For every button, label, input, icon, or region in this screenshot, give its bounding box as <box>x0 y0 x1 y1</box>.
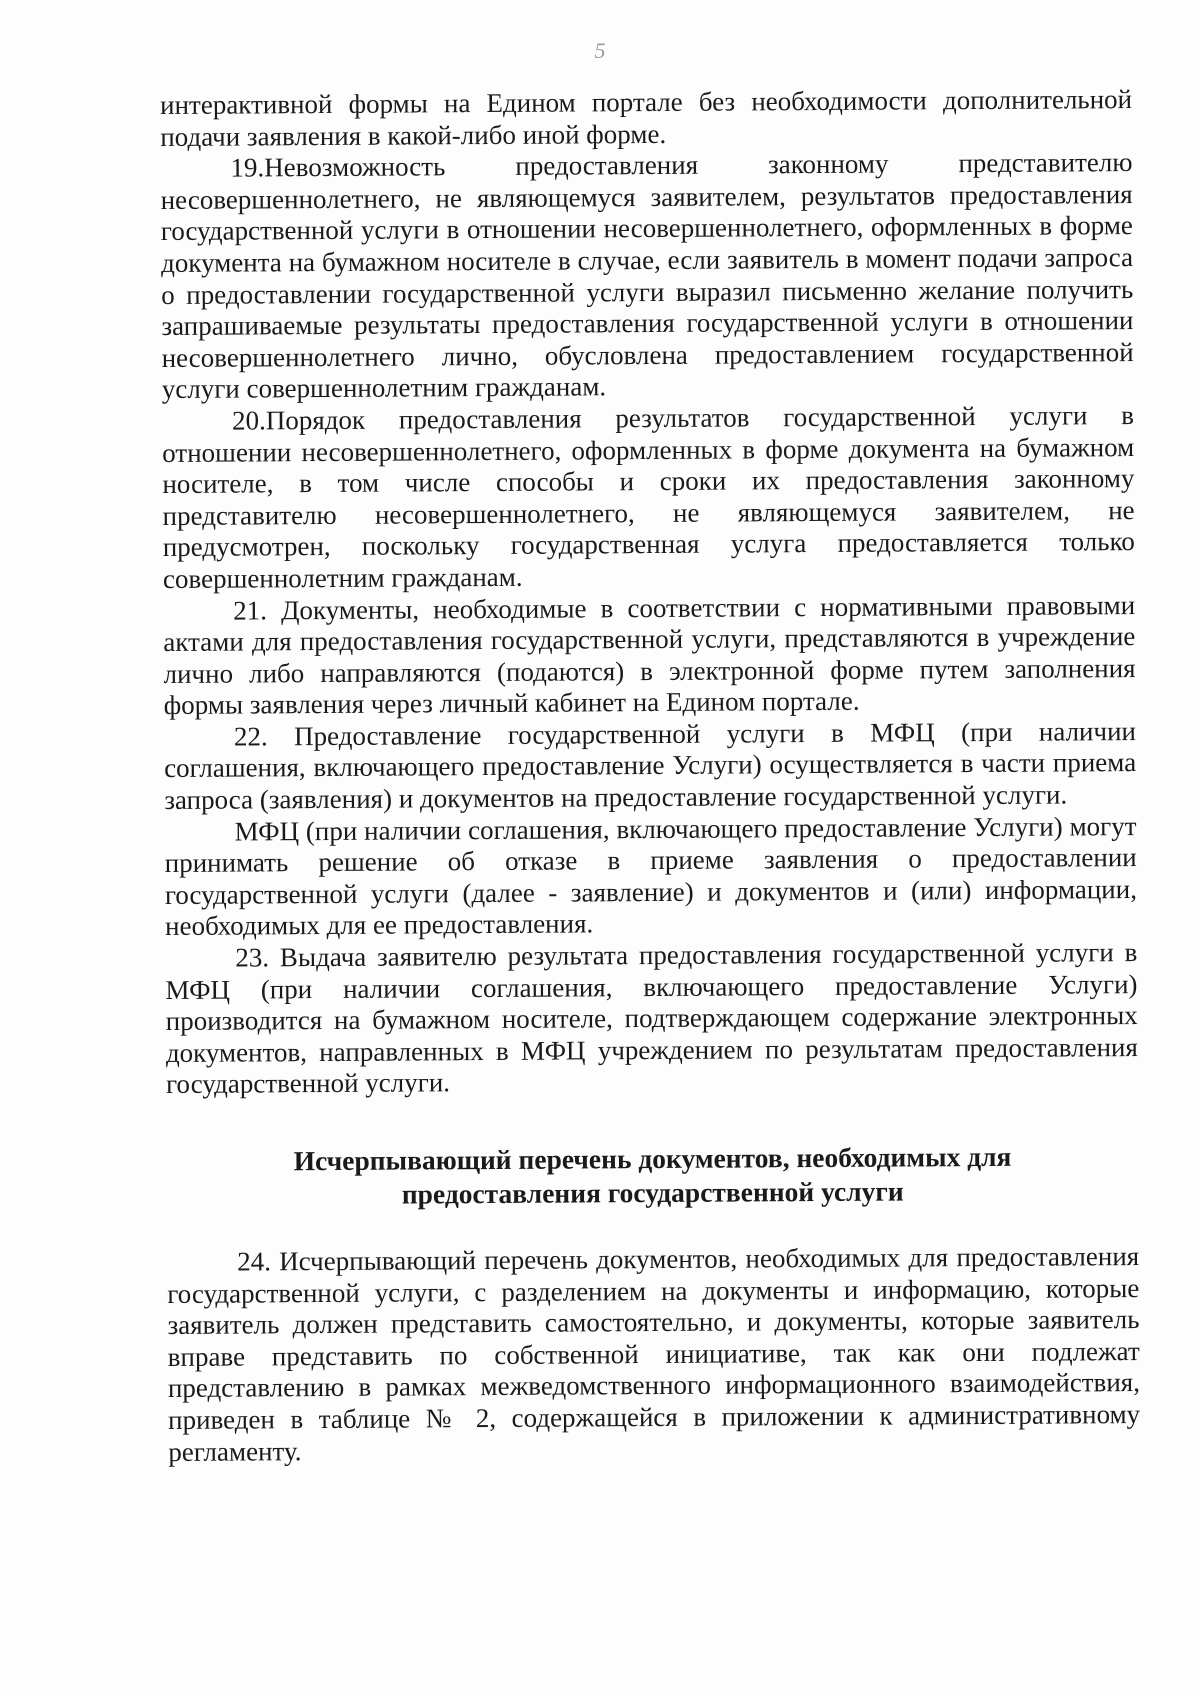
paragraph-22-mfc: МФЦ (при наличии соглашения, включающего предоставление Услуги) могут принимать решение об отказе в приеме заявления о предоставлении государственной услуги (далее - заявление) и документов и (или) информации, необходимых для ее предоставления. <box>164 810 1137 942</box>
paragraph-24: 24. Исчерпывающий перечень документов, необходимых для предоставления государственной услуги, с разделением на документы и информацию, которые заявитель должен представить самостоятельно, и документы, которые заявитель вправе представить по собственной инициативе, так как они подлежат представлению в рамках межведомственного информационного взаимодействия, приведен в таблице № 2, содержащейся в приложении к административному регламенту. <box>167 1241 1141 1467</box>
paragraph-20: 20.Порядок предоставления результатов государственной услуги в отношении несовершеннолетнего, оформленных в форме документа на бумажном носителе, в том числе способы и сроки их предоставления законному представителю несовершеннолетнего, не являющемуся заявителем, не предусмотрен, поскольку государственная услуга предоставляется только совершеннолетним гражданам. <box>162 399 1135 594</box>
paragraph-19: 19.Невозможность предоставления законному представителю несовершеннолетнего, не являющемуся заявителем, результатов предоставления государственной услуги в отношении несовершеннолетнего, оформленных в форме документа на бумажном носителе в случае, если заявитель в момент подачи запроса о предоставлении государственной услуги выразил письменно желание получить запрашиваемые результаты предоставления государственной услуги в отношении несовершеннолетнего лично, обусловлена предоставлением государственной услуги совершеннолетним гражданам. <box>160 147 1134 405</box>
paragraph-23: 23. Выдача заявителю результата предоставления государственной услуги в МФЦ (при наличии соглашения, включающего предоставление Услуги) производится на бумажном носителе, подтверждающем содержание электронных документов, направленных в МФЦ учреждением по результатам предоставления государственной услуги. <box>165 937 1138 1100</box>
document-body <box>160 84 1140 1468</box>
page-number: 5 <box>594 38 606 63</box>
section-heading: Исчерпывающий перечень документов, необходимых для предоставления государственной услуги <box>293 1140 1012 1210</box>
paragraph-21: 21. Документы, необходимые в соответствии с нормативными правовыми актами для предоставления государственной услуги, представляются в учреждение лично либо направляются (подаются) в электронной форме путем заполнения формы заявления через личный кабинет на Едином портале. <box>163 589 1136 721</box>
paragraph-continuation: интерактивной формы на Едином портале без необходимости дополнительной подачи заявления в какой-либо иной форме. <box>160 84 1133 152</box>
paragraph-22: 22. Предоставление государственной услуги в МФЦ (при наличии соглашения, включающего предоставление Услуги) осуществляется в части приема запроса (заявления) и документов на предоставление государственной услуги. <box>164 715 1137 816</box>
